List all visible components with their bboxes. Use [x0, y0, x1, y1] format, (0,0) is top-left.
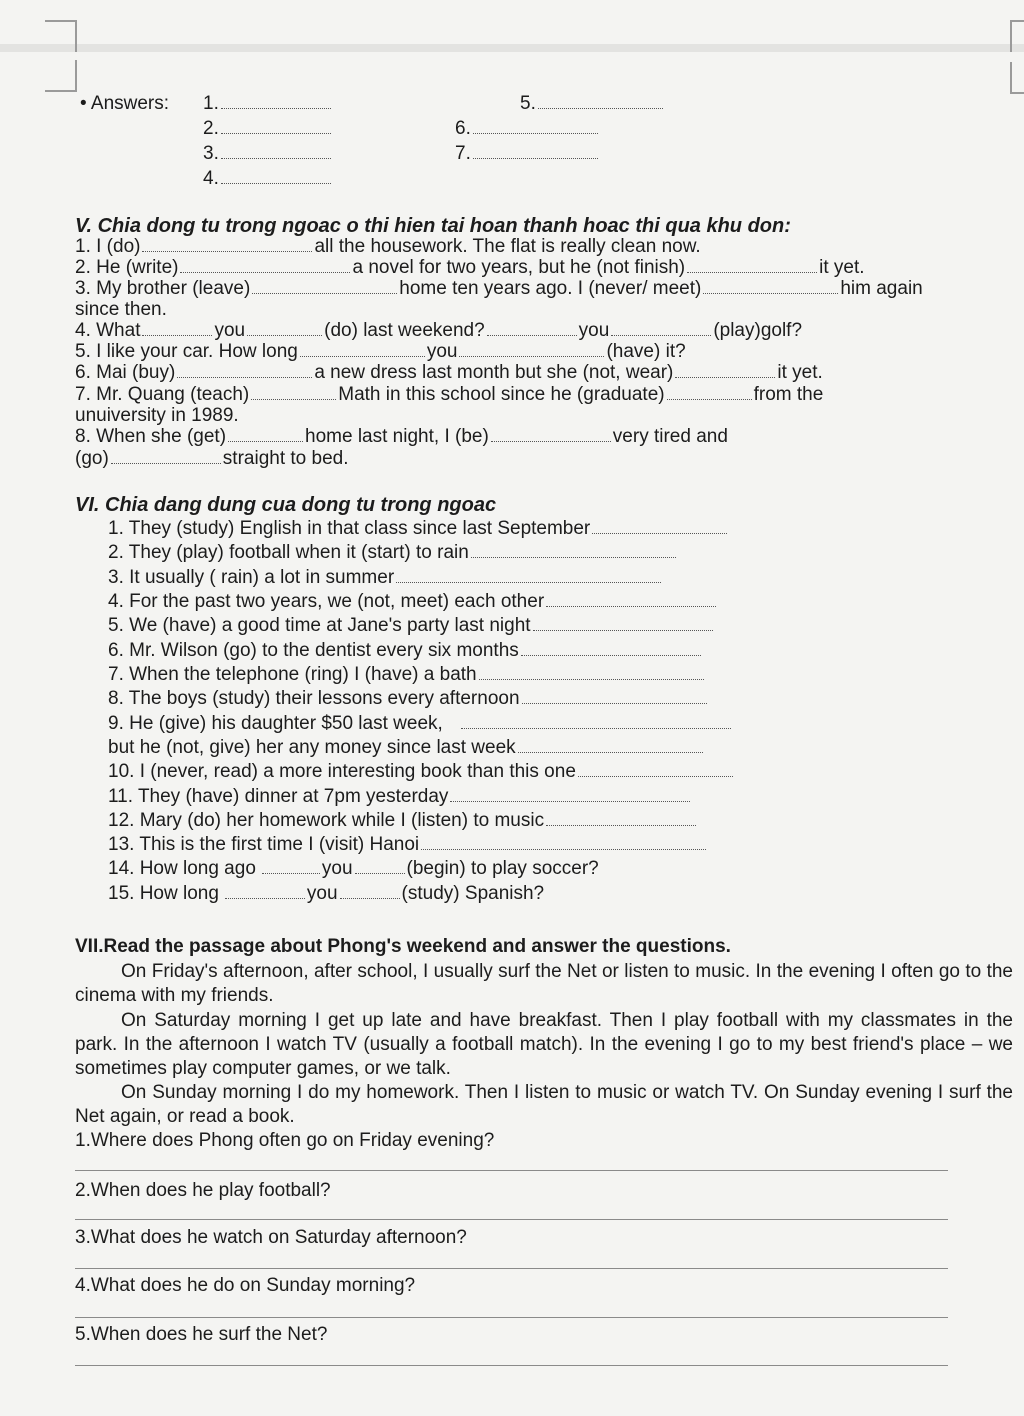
- answer-2: 2.: [203, 118, 333, 140]
- s6-item-10: 10. I (never, read) a more interesting book than this one: [108, 761, 735, 783]
- s5-line-7: 7. Mr. Quang (teach) Math in this school since he (graduate) from the: [75, 384, 824, 405]
- passage-paragraph-1: On Friday's afternoon, after school, I usually surf the Net or listen to music. In the evening I often go to the cinema with my friends.: [75, 961, 1013, 1006]
- top-band: [0, 44, 1024, 52]
- section-5-title: V. Chia dong tu trong ngoac o thi hien tai hoan thanh hoac thi qua khu don:: [75, 215, 791, 237]
- answer-line-2[interactable]: [75, 1219, 948, 1220]
- corner-bracket-top-left: [45, 20, 77, 52]
- section-6-title: VI. Chia dang dung cua dong tu trong ngoac: [75, 494, 497, 516]
- s6-item-4: 4. For the past two years, we (not, meet) each other: [108, 591, 718, 613]
- s6-item-9b: but he (not, give) her any money since last week: [108, 737, 705, 759]
- corner-bracket-mid-right: [1010, 62, 1024, 94]
- passage-paragraph-2: On Saturday morning I get up late and have breakfast. Then I play football with my classmates in the park. In the afternoon I watch TV (usually a football match). In the evening I go to my best friend's place – we sometimes play computer games, or we talk.: [75, 1010, 1013, 1079]
- question-3: 3.What does he watch on Saturday afternoon?: [75, 1227, 467, 1248]
- answer-5: 5.: [520, 93, 665, 115]
- corner-bracket-top-right: [1010, 20, 1024, 52]
- s5-line-2: 2. He (write) a novel for two years, but he (not finish) it yet.: [75, 257, 865, 278]
- answer-3: 3.: [203, 143, 333, 165]
- section-7-title: VII.Read the passage about Phong's weekend and answer the questions.: [75, 936, 731, 957]
- corner-bracket-mid-left: [45, 60, 77, 92]
- passage-paragraph-3: On Sunday morning I do my homework. Then I listen to music or watch TV. On Sunday evening I surf the Net again, or read a book.: [75, 1082, 1013, 1127]
- s5-line-4: 4. What you (do) last weekend? you (play)golf?: [75, 320, 803, 341]
- question-2: 2.When does he play football?: [75, 1180, 331, 1201]
- s5-line-7b: unuiversity in 1989.: [75, 405, 239, 426]
- s5-line-1: 1. I (do) all the housework. The flat is really clean now.: [75, 236, 701, 257]
- s5-line-5: 5. I like your car. How long you (have) it?: [75, 341, 686, 362]
- s6-item-11: 11. They (have) dinner at 7pm yesterday: [108, 786, 692, 808]
- s6-item-8: 8. The boys (study) their lessons every afternoon: [108, 688, 709, 710]
- s6-item-5: 5. We (have) a good time at Jane's party last night: [108, 615, 715, 637]
- s6-item-7: 7. When the telephone (ring) I (have) a bath: [108, 664, 706, 686]
- s6-item-1: 1. They (study) English in that class since last September: [108, 518, 729, 540]
- answer-line-4[interactable]: [75, 1317, 948, 1318]
- answer-1: 1.: [203, 93, 333, 115]
- s5-line-8b: (go) straight to bed.: [75, 448, 349, 469]
- s5-line-3: 3. My brother (leave) home ten years ago. I (never/ meet) him again: [75, 278, 923, 299]
- s6-item-14: 14. How long ago you (begin) to play soccer?: [108, 858, 599, 879]
- answer-line-5[interactable]: [75, 1365, 948, 1366]
- s6-item-12: 12. Mary (do) her homework while I (listen) to music: [108, 810, 698, 832]
- s6-item-15: 15. How long you (study) Spanish?: [108, 883, 545, 904]
- answer-4: 4.: [203, 168, 333, 190]
- s6-item-3: 3. It usually ( rain) a lot in summer: [108, 567, 663, 589]
- question-4: 4.What does he do on Sunday morning?: [75, 1275, 416, 1296]
- s5-line-3b: since then.: [75, 299, 167, 320]
- answer-7: 7.: [455, 143, 600, 165]
- s6-item-6: 6. Mr. Wilson (go) to the dentist every six months: [108, 640, 703, 662]
- answers-label: • Answers:: [80, 93, 170, 114]
- s6-item-9: 9. He (give) his daughter $50 last week,: [108, 713, 733, 735]
- answer-6: 6.: [455, 118, 600, 140]
- s6-item-13: 13. This is the first time I (visit) Hanoi: [108, 834, 708, 856]
- answer-line-1[interactable]: [75, 1170, 948, 1171]
- s6-item-2: 2. They (play) football when it (start) to rain: [108, 542, 678, 564]
- answer-line-3[interactable]: [75, 1268, 948, 1269]
- s5-line-8: 8. When she (get) home last night, I (be) very tired and: [75, 426, 728, 447]
- question-1: 1.Where does Phong often go on Friday evening?: [75, 1130, 495, 1151]
- s5-line-6: 6. Mai (buy) a new dress last month but she (not, wear) it yet.: [75, 362, 823, 383]
- question-5: 5.When does he surf the Net?: [75, 1324, 328, 1345]
